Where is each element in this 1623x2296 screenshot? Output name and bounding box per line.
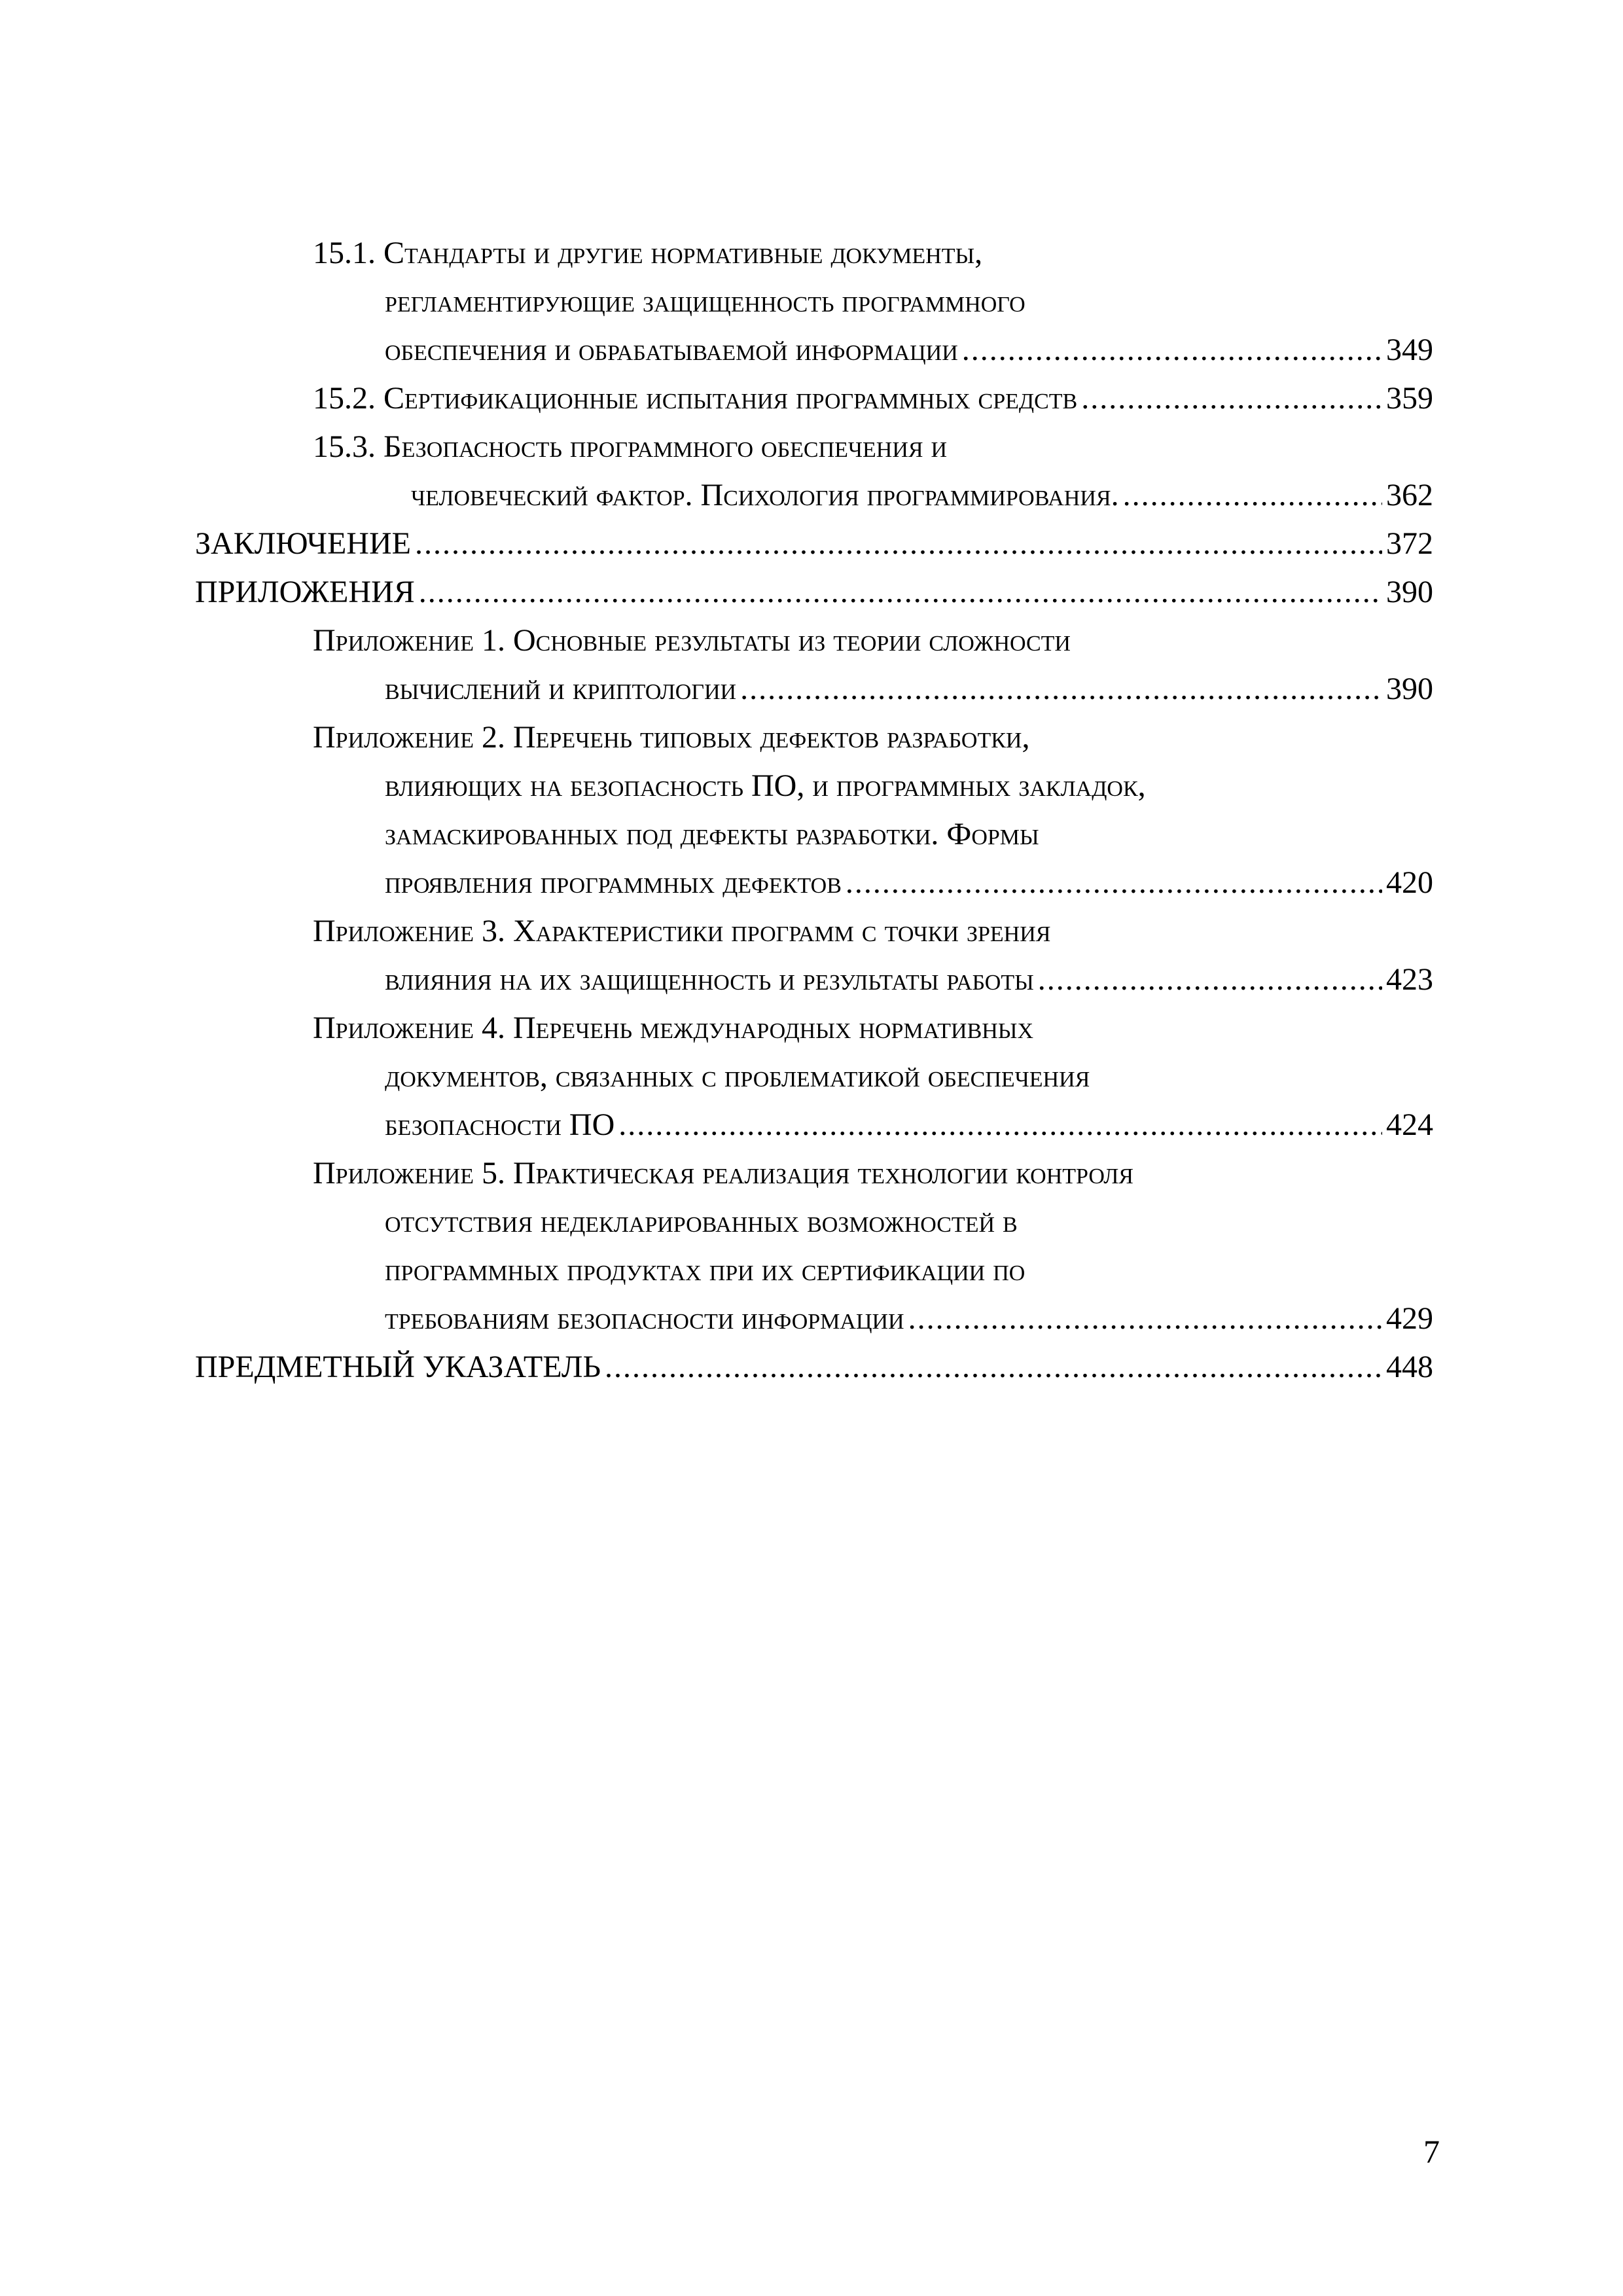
dot-leader bbox=[618, 1101, 1382, 1149]
dot-leader bbox=[1081, 374, 1382, 423]
dot-leader bbox=[1123, 471, 1382, 520]
toc-entry-appendix-5-line-2[interactable] bbox=[385, 1198, 1433, 1246]
toc-entry-text: отсутствия недекларированных возможностей в bbox=[385, 1204, 1018, 1239]
toc-entry-text: влияющих на безопасность ПО, и программных закладок, bbox=[385, 768, 1146, 803]
toc-entry-text: требованиям безопасности информации bbox=[385, 1301, 904, 1336]
toc-entry-appendices[interactable] bbox=[195, 568, 1433, 617]
toc-entry-text: проявления программных дефектов bbox=[385, 865, 842, 900]
toc-entry-appendix-4-line-2[interactable] bbox=[385, 1052, 1433, 1101]
toc-entry-text: программных продуктах при их сертификации по bbox=[385, 1253, 1026, 1287]
toc-entry-conclusion[interactable] bbox=[195, 520, 1433, 568]
dot-leader bbox=[415, 520, 1382, 568]
toc-entry-text: Приложение 4. Перечень международных нормативных bbox=[313, 1011, 1034, 1045]
toc-entry-text: ПРЕДМЕТНЫЙ УКАЗАТЕЛЬ bbox=[195, 1350, 601, 1384]
toc-entry-15-1-line-2[interactable] bbox=[385, 278, 1433, 326]
toc-entry-appendix-2-line-1[interactable] bbox=[313, 713, 1433, 762]
toc-entry-appendix-1-line-2[interactable] bbox=[385, 665, 1433, 713]
toc-entry-text: обеспечения и обрабатываемой информации bbox=[385, 332, 958, 367]
toc-entry-appendix-3-line-1[interactable] bbox=[313, 907, 1433, 956]
toc-entry-appendix-4-line-3[interactable] bbox=[385, 1101, 1433, 1149]
toc-entry-text: 15.2. Сертификационные испытания программных средств bbox=[313, 381, 1078, 416]
toc-entry-text: Приложение 3. Характеристики программ с точки зрения bbox=[313, 914, 1051, 948]
toc-entry-appendix-3-line-2[interactable] bbox=[385, 956, 1433, 1004]
toc-entry-appendix-4-line-1[interactable] bbox=[313, 1004, 1433, 1052]
toc-entry-text: Приложение 2. Перечень типовых дефектов разработки, bbox=[313, 720, 1030, 755]
toc-entry-appendix-5-line-1[interactable] bbox=[313, 1149, 1433, 1198]
dot-leader bbox=[740, 665, 1382, 713]
toc-entry-15-2[interactable] bbox=[313, 374, 1433, 423]
page-number: 7 bbox=[1423, 2133, 1440, 2170]
dot-leader bbox=[419, 568, 1382, 617]
toc-page-number: 359 bbox=[1386, 381, 1433, 416]
toc-entry-15-1-line-1[interactable] bbox=[313, 229, 1433, 278]
toc-entry-text: влияния на их защищенность и результаты работы bbox=[385, 962, 1034, 997]
toc-entry-text: замаскированных под дефекты разработки. Формы bbox=[385, 817, 1039, 852]
toc-entry-appendix-5-line-4[interactable] bbox=[385, 1295, 1433, 1343]
toc-page-number: 390 bbox=[1386, 575, 1433, 609]
toc-entry-text: вычислений и криптологии bbox=[385, 672, 737, 706]
toc-entry-15-1-line-3[interactable] bbox=[385, 326, 1433, 374]
toc-entry-text: документов, связанных с проблематикой обеспечения bbox=[385, 1059, 1090, 1094]
toc-entry-appendix-2-line-4[interactable] bbox=[385, 859, 1433, 907]
toc-page-number: 423 bbox=[1386, 962, 1433, 997]
dot-leader bbox=[1038, 956, 1382, 1004]
toc-page-number: 448 bbox=[1386, 1350, 1433, 1384]
toc-entry-appendix-1-line-1[interactable] bbox=[313, 617, 1433, 665]
toc-entry-text: регламентирующие защищенность программного bbox=[385, 284, 1026, 319]
toc-entry-text: ЗАКЛЮЧЕНИЕ bbox=[195, 526, 411, 561]
toc-entry-15-3-line-2[interactable] bbox=[411, 471, 1433, 520]
toc-entry-15-3-line-1[interactable] bbox=[313, 423, 1433, 471]
toc-entry-text: безопасности ПО bbox=[385, 1107, 615, 1142]
dot-leader bbox=[962, 326, 1382, 374]
toc-entry-appendix-5-line-3[interactable] bbox=[385, 1246, 1433, 1295]
toc-page-number: 349 bbox=[1386, 332, 1433, 367]
toc-entry-text: Приложение 5. Практическая реализация технологии контроля bbox=[313, 1156, 1133, 1191]
toc-page-number: 420 bbox=[1386, 865, 1433, 900]
toc-entry-text: человеческий фактор. Психология программирования. bbox=[411, 478, 1119, 512]
toc-page-number: 372 bbox=[1386, 526, 1433, 561]
toc-entry-text: 15.3. Безопасность программного обеспечения и bbox=[313, 429, 948, 464]
dot-leader bbox=[908, 1295, 1382, 1343]
toc-entry-text: Приложение 1. Основные результаты из теории сложности bbox=[313, 623, 1071, 658]
toc-page-number: 424 bbox=[1386, 1107, 1433, 1142]
toc-page-number: 362 bbox=[1386, 478, 1433, 512]
toc-entry-text: 15.1. Стандарты и другие нормативные документы, bbox=[313, 236, 983, 270]
dot-leader bbox=[605, 1343, 1382, 1391]
toc-entry-appendix-2-line-3[interactable] bbox=[385, 810, 1433, 859]
toc-entry-subject-index[interactable] bbox=[195, 1343, 1433, 1391]
toc-entry-appendix-2-line-2[interactable] bbox=[385, 762, 1433, 810]
toc-page-number: 390 bbox=[1386, 672, 1433, 706]
toc-entry-text: ПРИЛОЖЕНИЯ bbox=[195, 575, 415, 609]
toc-page-number: 429 bbox=[1386, 1301, 1433, 1336]
dot-leader bbox=[846, 859, 1382, 907]
